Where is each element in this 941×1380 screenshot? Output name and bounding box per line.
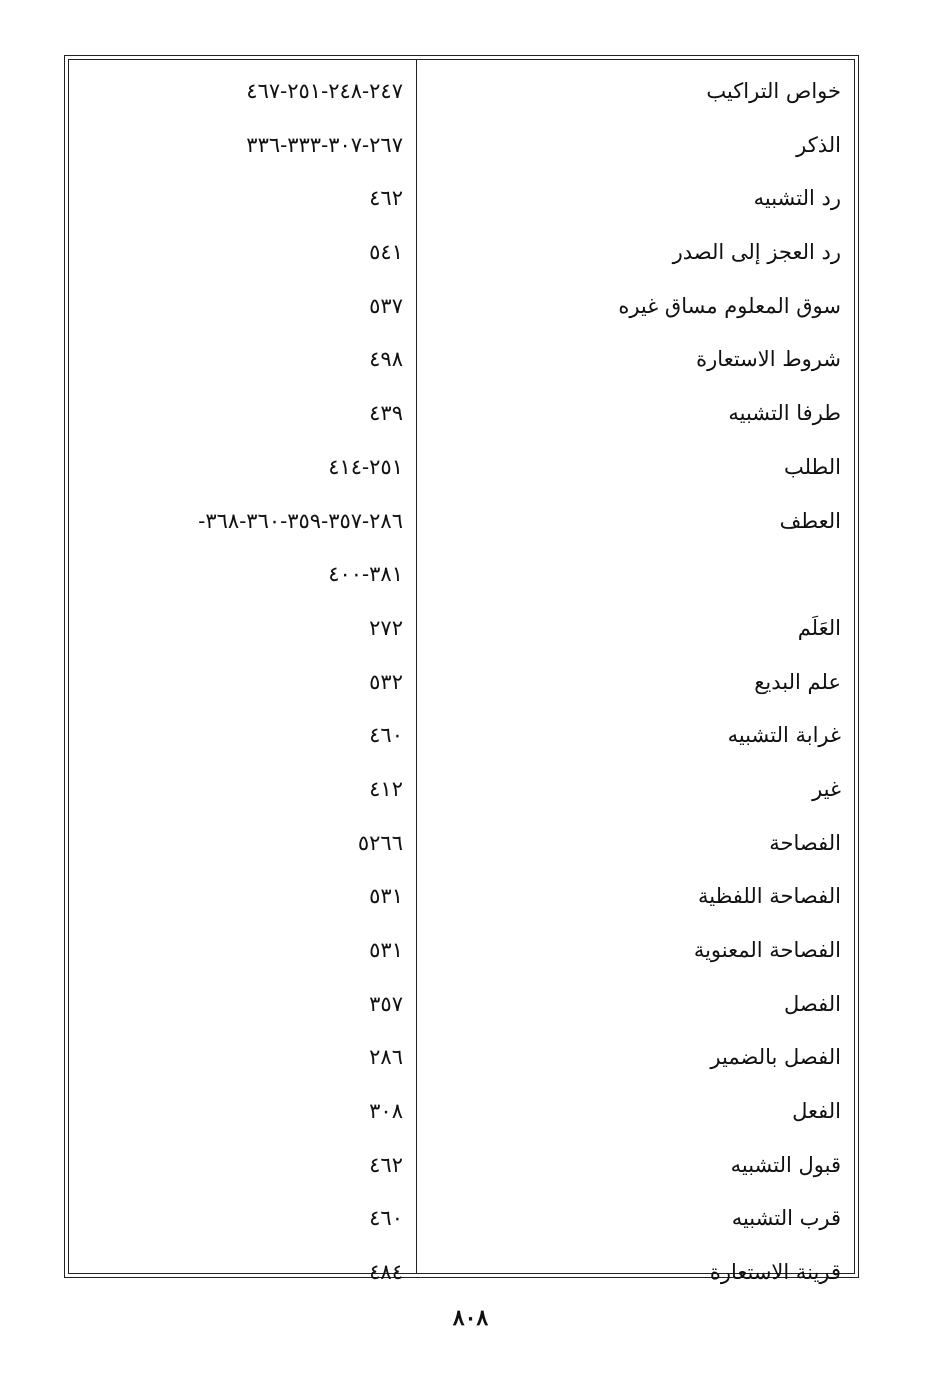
index-row — [70, 715, 853, 769]
index-term: الفصل بالضمير — [710, 1045, 841, 1070]
index-term: الفعل — [792, 1099, 841, 1124]
index-pages: ٤٦٢ — [369, 1152, 403, 1177]
index-pages: ٢٨٦ — [369, 1045, 403, 1070]
index-pages: ٤٦٢ — [369, 186, 403, 211]
index-pages: ٢٤٧-٢٤٨-٢٥١-٤٦٧ — [246, 79, 403, 103]
index-term: رد العجز إلى الصدر — [672, 240, 841, 265]
index-row — [70, 125, 853, 179]
index-row — [70, 71, 853, 125]
index-term: شروط الاستعارة — [696, 347, 841, 372]
index-row — [70, 232, 853, 286]
index-row — [70, 662, 853, 716]
index-pages: ٣٥٧ — [369, 991, 403, 1016]
index-row — [70, 178, 853, 232]
index-pages: ٥٣١ — [369, 884, 403, 909]
index-pages: ٥٣٢ — [369, 669, 403, 694]
index-pages: ٤٩٨ — [369, 347, 403, 372]
index-row — [70, 1252, 853, 1306]
index-term: غير — [812, 776, 841, 801]
index-term: الفصاحة اللفظية — [697, 884, 841, 909]
index-pages: ٥٤١ — [369, 240, 403, 265]
index-row — [70, 393, 853, 447]
index-pages: ٤١٢ — [369, 776, 403, 801]
index-pages: ٢٥١-٤١٤ — [328, 454, 403, 479]
index-pages: ٤٦٠ — [369, 1206, 403, 1231]
index-row — [70, 1091, 853, 1145]
index-term: رد التشبيه — [753, 186, 841, 211]
index-pages: ٢٨٦-٣٥٧-٣٥٩-٣٦٠-٣٦٨- — [198, 508, 403, 533]
index-term: خواص التراكيب — [706, 79, 841, 103]
index-pages: ٤٦٠ — [369, 723, 403, 748]
index-term: الذكر — [796, 132, 841, 157]
index-pages: ٥٣١ — [369, 938, 403, 962]
index-row — [70, 608, 853, 662]
index-row — [70, 554, 853, 608]
index-term: غرابة التشبيه — [727, 723, 841, 748]
index-pages: ٤٣٩ — [369, 401, 403, 426]
index-term: قرب التشبيه — [731, 1206, 841, 1231]
index-row — [70, 823, 853, 877]
index-pages: ٣٨١-٤٠٠ — [328, 562, 403, 587]
index-term: علم البديع — [754, 669, 841, 694]
index-row — [70, 930, 853, 984]
index-row — [70, 286, 853, 340]
index-term: قرينة الاستعارة — [709, 1260, 841, 1285]
index-term: الفصل — [784, 991, 841, 1016]
index-row — [70, 501, 853, 555]
index-term: طرفا التشبيه — [728, 401, 841, 426]
index-table — [70, 71, 853, 1306]
index-row — [70, 1198, 853, 1252]
index-term: العطف — [779, 508, 841, 533]
index-pages: ٤٨٤ — [369, 1260, 403, 1285]
index-row — [70, 1037, 853, 1091]
index-term: الفصاحة المعنوية — [693, 938, 841, 962]
index-row — [70, 876, 853, 930]
index-row — [70, 984, 853, 1038]
index-term: الطلب — [783, 454, 841, 479]
index-term: قبول التشبيه — [730, 1152, 841, 1177]
index-pages: ٢٧٢ — [369, 615, 403, 640]
index-pages: ٥٢٦٦ — [357, 830, 403, 855]
index-term: العَلَم — [797, 615, 841, 640]
index-row — [70, 447, 853, 501]
index-pages: ٣٠٨ — [369, 1099, 403, 1124]
index-pages: ٢٦٧-٣٠٧-٣٣٣-٣٣٦ — [246, 132, 403, 157]
index-term: الفصاحة — [769, 830, 841, 855]
index-pages: ٥٣٧ — [369, 293, 403, 318]
index-row — [70, 339, 853, 393]
index-row — [70, 1145, 853, 1199]
page-number: ٨٠٨ — [452, 1305, 489, 1331]
index-row — [70, 769, 853, 823]
index-term: سوق المعلوم مساق غيره — [618, 293, 841, 318]
